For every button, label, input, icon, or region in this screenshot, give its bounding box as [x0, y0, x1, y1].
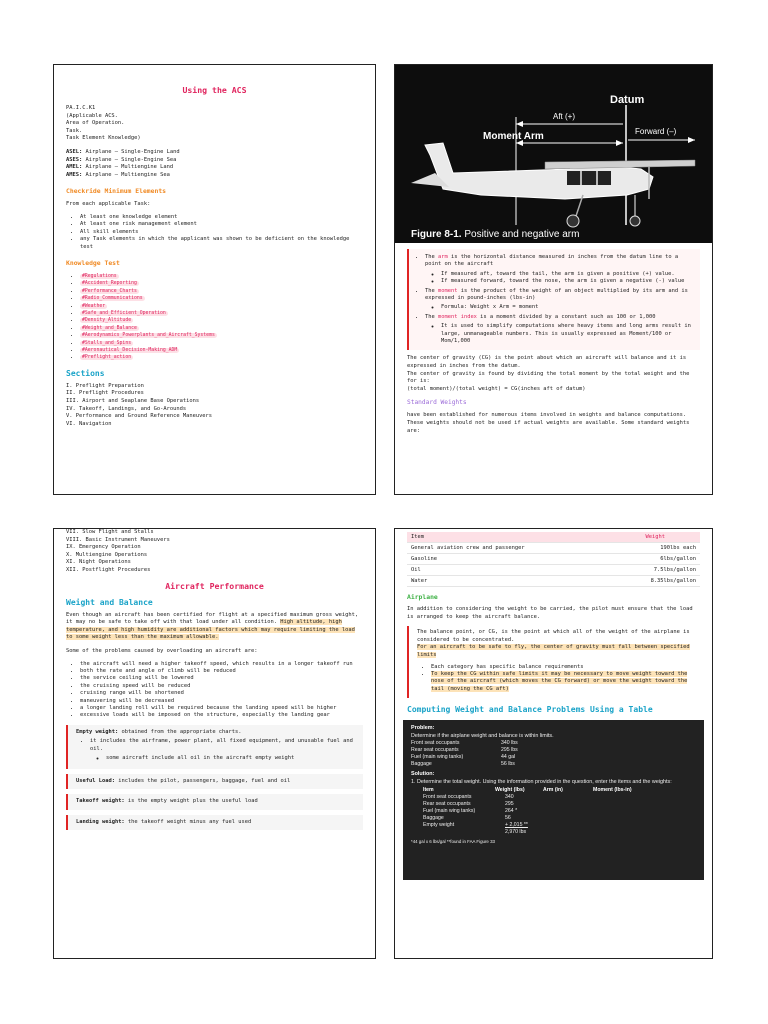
page-aircraft-performance: [53, 528, 376, 959]
tag-link[interactable]: #Accident_Reporting: [82, 281, 137, 287]
solution-label: Solution:: [411, 771, 435, 778]
takeoff-weight-callout: [66, 794, 363, 810]
takeoff-weight-text: Takeoff weight: is the empty weight plus the useful load: [76, 798, 258, 805]
list-item: Front seat occupants 340 lbs: [411, 740, 518, 747]
empty-weight-text: Empty weight: obtained from the appropriate charts.: [76, 728, 242, 735]
list-item: ◦ some aircraft include all oil in the aircraft empty weight: [106, 755, 355, 762]
list-item: Rear seat occupants 295 lbs: [411, 747, 518, 754]
section-line: IX. Emergency Operation: [66, 544, 141, 551]
rating-line: ASEL: Airplane – Single-Engine Land: [66, 148, 180, 155]
moment-arm-label: Moment Arm: [483, 131, 544, 142]
list-item: • At least one knowledge element: [80, 214, 363, 221]
section-line: III. Airport and Seaplane Base Operations: [66, 398, 200, 405]
section-line: VII. Slow Flight and Stalls: [66, 529, 154, 535]
standard-weights-heading: Standard Weights: [407, 399, 467, 407]
problem-label: Problem:: [411, 725, 435, 732]
list-item: Fuel (main wing tanks) 44 gal: [411, 754, 516, 761]
section-line: VI. Navigation: [66, 420, 112, 427]
tag-list: [66, 273, 363, 362]
moment-definition: • The moment is the product of the weight of an object multiplied by its arm and is expressed in pound-inches (lbs-in) ◦ Formula: Weight x Arm = moment: [425, 288, 692, 312]
tag-item: [80, 303, 363, 310]
tag-link[interactable]: #Safe_and_Efficient_Operation: [82, 311, 166, 316]
table-computation-heading: Computing Weight and Balance Problems Using a Table: [407, 705, 653, 715]
page-using-the-acs: [53, 64, 376, 495]
tag-item: [80, 354, 363, 361]
aft-label: Aft (+): [553, 112, 576, 121]
problem-items: [411, 740, 696, 768]
arm-definition: • The arm is the horizontal distance measured in inches from the datum line to a point on the aircraft ◦ If measured aft, toward the tail, the arm is given a positive (+) value. ◦ If measured forward, toward the nose, the arm is given a negative (-) value: [425, 254, 692, 286]
acs-intro: [66, 105, 363, 143]
list-item: • a longer landing roll will be required because the landing speed will be higher: [80, 705, 363, 712]
list-item: • both the rate and angle of climb will be reduced: [80, 668, 363, 675]
useful-load-text: Useful Load: includes the pilot, passengers, baggage, fuel and oil: [76, 777, 291, 784]
tag-item: [80, 273, 363, 280]
list-item: • any Task elements in which the applicant was shown to be deficient on the knowledge test: [80, 236, 363, 251]
page-title: Using the ACS: [182, 85, 247, 95]
list-item: • All skill elements: [80, 229, 363, 236]
tag-link[interactable]: #Aerodynamics_Powerplants_and_Aircraft_Systems: [82, 333, 215, 339]
table-row: 2,970 lbs: [505, 828, 527, 835]
column-header: Weight: [611, 532, 700, 543]
list-item: • cruising range will be shortened: [80, 690, 363, 697]
tag-link[interactable]: #Preflight_action: [82, 355, 132, 361]
tag-link[interactable]: #Regulations: [82, 273, 117, 279]
tag-item: [80, 280, 363, 287]
list-item: • the cruising speed will be reduced: [80, 683, 363, 690]
tag-item: [80, 310, 363, 317]
table-row: Oil 7.5lbs/gallon: [407, 565, 700, 576]
ratings-list: [66, 149, 363, 179]
standard-weights-table: [407, 532, 700, 587]
page-moment-arm: [394, 64, 713, 495]
table-row: Water 8.35lbs/gallon: [407, 576, 700, 587]
list-item: ◦ It is used to simplify computations where heavy items and long arms result in large, unmanageable numbers. This is usually expressed as Moment/100 or Mom/1,000: [441, 323, 692, 345]
table-header-row: [407, 532, 700, 543]
list-item: • the aircraft will need a higher takeoff speed, which results in a longer takeoff run: [80, 661, 363, 668]
table-row: Fuel (main wing tanks) 264 *: [423, 807, 518, 814]
intro-line: Task Element Knowledge): [66, 135, 141, 142]
list-item: ◦ If measured aft, toward the tail, the arm is given a positive (+) value.: [441, 271, 692, 278]
table-row: Rear seat occupants 295: [423, 800, 514, 807]
tag-item: [80, 295, 363, 302]
sections-continued: [66, 529, 363, 575]
weight-balance-heading: Weight and Balance: [66, 597, 153, 607]
list-item: ◦ Formula: Weight x Arm = moment: [441, 304, 692, 311]
forward-label: Forward (–): [635, 127, 677, 136]
section-line: XI. Night Operations: [66, 559, 131, 566]
section-line: I. Preflight Preparation: [66, 382, 144, 389]
tag-item: [80, 317, 363, 324]
balance-highlight: For an aircraft to be safe to fly, the center of gravity must fall between specified limits: [417, 644, 690, 658]
tag-link[interactable]: #Density_Altitude: [82, 318, 132, 324]
list-item: • To keep the CG within safe limits it may be necessary to move weight toward the nose of the aircraft (which moves the CG forward) or move the weight toward the tail (moving the CG aft): [431, 671, 692, 693]
table-row: General aviation crew and passenger 190lbs each: [407, 543, 700, 554]
tag-link[interactable]: #Stalls_and_Spins: [82, 340, 132, 346]
rating-line: AMES: Airplane – Multiengine Sea: [66, 171, 170, 178]
arm-callout: [407, 249, 700, 350]
intro-line: PA.I.C.K1: [66, 105, 96, 111]
sections-heading: Sections: [66, 368, 105, 378]
landing-weight-callout: [66, 815, 363, 831]
worked-problem-image: [403, 720, 704, 880]
intro-line: Area of Operation.: [66, 120, 125, 127]
balance-callout: [407, 626, 700, 698]
list-item: • At least one risk management element: [80, 221, 363, 228]
list-item: • the service ceiling will be lowered: [80, 675, 363, 682]
landing-weight-text: Landing weight: the takeoff weight minus any fuel used: [76, 818, 252, 825]
tag-link[interactable]: #Aeronautical_Decision-Making_ADM: [82, 348, 178, 354]
tag-link[interactable]: #Performance_Charts: [82, 288, 137, 294]
airplane-diagram: [395, 65, 713, 243]
list-item: ◦ If measured forward, toward the nose, the arm is given a negative (-) value: [441, 278, 692, 285]
tag-link[interactable]: #Weight_and_Balance: [82, 325, 137, 331]
tag-item: [80, 340, 363, 347]
tag-item: [80, 288, 363, 295]
table-row: Front seat occupants 340: [423, 793, 514, 800]
moment-index-definition: • The moment index is a moment divided by a constant such as 100 or 1,000 ◦ It is used to simplify computations where heavy items and long arms result in large, unmanageable numbers. This is usually expressed as Moment/100 or Mom/1,000: [425, 314, 692, 346]
intro-line: Task.: [66, 127, 83, 134]
problem-text: Determine if the airplane weight and balance is within limits.: [411, 732, 554, 739]
checkride-heading: Checkride Minimum Elements: [66, 187, 167, 196]
page-title: Aircraft Performance: [165, 580, 264, 591]
empty-weight-callout: [66, 725, 363, 769]
cg-line: (total moment)/(total weight) = CG(inches aft of datum): [407, 385, 586, 392]
solution-header-row: Item Weight (lbs) Arm (in) Moment (lbs-in): [423, 786, 632, 793]
list-item: Baggage 56 lbs: [411, 761, 515, 768]
column-header: Item: [407, 532, 611, 543]
page-standard-weights: [394, 528, 713, 959]
checkride-list: [66, 214, 363, 251]
table-row: Baggage 56: [423, 814, 511, 821]
sections-list: [66, 383, 363, 429]
section-line: V. Performance and Ground Reference Maneuvers: [66, 413, 213, 420]
list-item: • Each category has specific balance requirements: [431, 664, 692, 671]
section-line: X. Multiengine Operations: [66, 551, 148, 558]
table-row: Empty weight + 2,015 **: [423, 821, 528, 828]
cg-line: The center of gravity is found by dividing the total moment by the total weight and the for is:: [407, 370, 690, 385]
tag-item: [80, 347, 363, 354]
section-line: VIII. Basic Instrument Maneuvers: [66, 536, 170, 543]
cg-line: The center of gravity (CG) is the point about which an aircraft will balance and it is expressed in inches from the datum.: [407, 355, 687, 370]
list-item: • excessive loads will be imposed on the structure, especially the landing gear: [80, 712, 363, 719]
tag-link[interactable]: #Radio_Communications: [82, 296, 143, 302]
airplane-text: In addition to considering the weight to be carried, the pilot must ensure that the load is arranged to keep the aircraft balance.: [407, 606, 693, 620]
rating-line: AMEL: Airplane – Multiengine Land: [66, 164, 174, 171]
std-line: These weights should not be used if actual weights are available. Some standard weights are:: [407, 420, 690, 434]
problems-list: [66, 661, 363, 720]
balance-text: The balance point, or CG, is the point at which all of the weight of the airplane is considered to be concentrated.: [417, 629, 690, 643]
datum-label: Datum: [610, 94, 645, 106]
footnote: *44 gal x 6 lbs/gal **found in FAA Figure 33: [411, 838, 495, 844]
useful-load-callout: [66, 774, 363, 790]
tag-link[interactable]: #Weather: [82, 303, 106, 309]
rating-line: ASES: Airplane – Single-Engine Sea: [66, 156, 177, 163]
problems-intro: Some of the problems caused by overloading an aircraft are:: [66, 647, 258, 654]
checkride-intro: From each applicable Task:: [66, 201, 151, 208]
wb-paragraph: Even though an aircraft has been certified for flight at a specified maximum gross weight, it may no be safe to take off with that load under all condition. High altitude, high temperature, and high humidity are additional factors which may require limiting the load to some weight less than the maximum allowable.: [66, 611, 359, 641]
table-row: Gasoline 6lbs/gallon: [407, 554, 700, 565]
section-line: XII. Postflight Procedures: [66, 566, 151, 573]
tag-item: [80, 325, 363, 332]
airplane-heading: Airplane: [407, 593, 438, 601]
list-item: • maneuvering will be decreased: [80, 698, 363, 705]
section-line: II. Preflight Procedures: [66, 390, 144, 397]
tag-item: [80, 332, 363, 339]
figure-positive-negative-arm: [395, 65, 712, 243]
list-item: • it includes the airframe, power plant, all fixed equipment, and unusable fuel and oil. ◦ some aircraft include all oil in the aircraft empty weight: [90, 738, 355, 762]
knowledge-heading: Knowledge Test: [66, 258, 120, 267]
solution-step: 1. Determine the total weight. Using the information provided in the question, enter the items and the weights:: [411, 778, 672, 785]
intro-line: (Applicable ACS.: [66, 112, 118, 119]
std-line: have been established for numerous items involved in weights and balance computations.: [407, 412, 687, 419]
figure-caption: Figure 8-1. Positive and negative arm: [411, 229, 580, 240]
section-line: IV. Takeoff, Landings, and Go-Arounds: [66, 405, 187, 412]
